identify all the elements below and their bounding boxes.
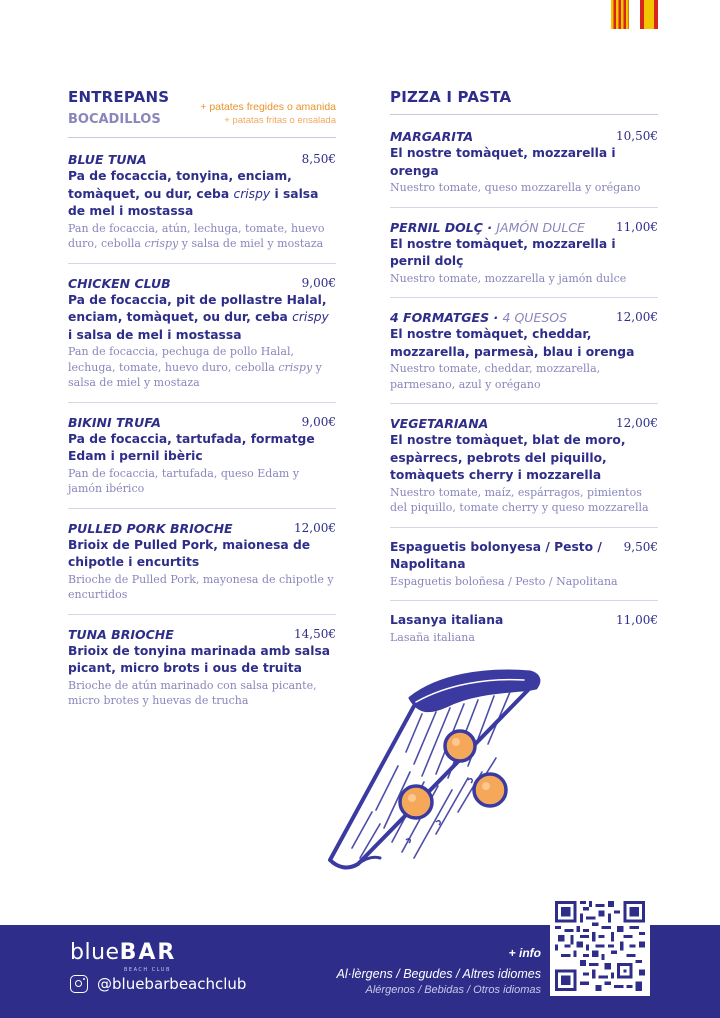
item-description-es: Pan de focaccia, tartufada, queso Edam y jamón ibérico bbox=[68, 466, 300, 495]
spanish-flag-icon bbox=[640, 0, 658, 29]
item-name: Lasanya italiana bbox=[390, 613, 504, 627]
item-name: VEGETARIANA bbox=[390, 416, 489, 431]
logo-subtitle: BEACH CLUB bbox=[124, 967, 171, 973]
item-name: MARGARITA bbox=[390, 129, 474, 144]
catalan-flag-icon bbox=[611, 0, 629, 29]
info-cat: Al·lèrgens / Begudes / Altres idiomes bbox=[336, 967, 541, 981]
instagram-link[interactable] bbox=[70, 975, 246, 993]
item-description: Brioix de Pulled Pork, maionesa de chipotle i encurtits bbox=[68, 537, 311, 569]
menu-item-margarita bbox=[390, 128, 658, 196]
pizza-header bbox=[390, 88, 658, 115]
item-description-es: Brioche de atún marinado con salsa picante, micro brotes y huevas de trucha bbox=[68, 678, 317, 707]
instagram-icon bbox=[70, 975, 88, 993]
item-name: 4 FORMATGES · 4 QUESOS bbox=[390, 310, 568, 325]
more-info bbox=[337, 945, 542, 997]
menu-item-pulled-pork-brioche bbox=[68, 508, 336, 603]
item-description-es: Pan de focaccia, pechuga de pollo Halal, lechuga, tomate, huevo duro, cebolla crispy y salsa de miel y mostaza bbox=[68, 345, 322, 389]
menu-item-chicken-club bbox=[68, 263, 336, 391]
qr-code[interactable] bbox=[550, 896, 650, 996]
menu-item-espaguetis bbox=[390, 527, 658, 590]
item-price: 9,50€ bbox=[623, 539, 658, 554]
item-description: El nostre tomàquet, mozzarella i orenga bbox=[390, 146, 616, 178]
menu-item-tuna-brioche bbox=[68, 614, 336, 709]
item-description: El nostre tomàquet, mozzarella i pernil dolç bbox=[390, 236, 616, 268]
item-name: CHICKEN CLUB bbox=[68, 275, 171, 291]
section-subtitle: BOCADILLOS bbox=[68, 112, 161, 127]
item-description-es: Brioche de Pulled Pork, mayonesa de chipotle y encurtidos bbox=[68, 572, 334, 601]
item-price: 12,00€ bbox=[616, 310, 658, 324]
item-price: 9,00€ bbox=[301, 275, 336, 290]
sides-note bbox=[200, 100, 336, 128]
section-title: ENTREPANS bbox=[68, 88, 170, 106]
item-description-es: Pan de focaccia, atún, lechuga, tomate, huevo duro, cebolla crispy y salsa de miel y mostaza bbox=[68, 221, 325, 250]
item-name: BLUE TUNA bbox=[68, 152, 147, 167]
menu-item-blue-tuna bbox=[68, 151, 336, 252]
item-description-es: Nuestro tomate, cheddar, mozzarella, parmesano, azul y orégano bbox=[390, 362, 601, 391]
info-title: + info bbox=[508, 946, 541, 960]
entrepans-header bbox=[68, 88, 336, 138]
item-name: PULLED PORK BRIOCHE bbox=[68, 520, 233, 536]
section-title: PIZZA I PASTA bbox=[390, 88, 512, 106]
entrepans-section bbox=[68, 88, 336, 709]
item-description-es: Nuestro tomate, mozzarella y jamón dulce bbox=[390, 271, 627, 285]
item-price: 11,00€ bbox=[616, 613, 658, 627]
sides-note-es: + patatas fritas o ensalada bbox=[224, 115, 336, 126]
item-description: Pa de focaccia, tonyina, enciam, tomàquet, ou dur, ceba crispy i salsa de mel i mostassa bbox=[68, 169, 319, 218]
item-description: Brioix de tonyina marinada amb salsa picant, micro brots i ous de truita bbox=[68, 643, 331, 675]
item-description: Pa de focaccia, tartufada, formatge Edam i pernil ibèric bbox=[68, 431, 315, 463]
item-description: El nostre tomàquet, cheddar, mozzarella, parmesà, blau i orenga bbox=[390, 327, 635, 359]
item-description-es: Nuestro tomate, maíz, espárragos, pimientos del piquillo, tomate cherry y queso mozzarella bbox=[390, 485, 649, 514]
item-description-es: Lasaña italiana bbox=[390, 630, 475, 644]
item-price: 14,50€ bbox=[294, 626, 336, 641]
item-description: Pa de focaccia, pit de pollastre Halal, enciam, tomàquet, ou dur, ceba crispy i salsa de mel i mostassa bbox=[68, 292, 329, 342]
menu-item-pernil-dolc bbox=[390, 207, 658, 287]
item-price: 12,00€ bbox=[616, 416, 658, 430]
menu-item-lasanya bbox=[390, 600, 658, 645]
item-price: 9,00€ bbox=[301, 414, 336, 429]
instagram-handle: @bluebarbeachclub bbox=[97, 975, 247, 993]
item-price: 10,50€ bbox=[616, 129, 658, 143]
item-name: TUNA BRIOCHE bbox=[68, 626, 174, 642]
item-description-es: Nuestro tomate, queso mozzarella y orégano bbox=[390, 181, 641, 194]
menu-item-vegetariana bbox=[390, 403, 658, 516]
item-name: PERNIL DOLÇ · JAMÓN DULCE bbox=[390, 219, 585, 235]
pizza-pasta-section bbox=[390, 88, 658, 645]
bluebar-logo: blueBAR bbox=[70, 940, 177, 965]
item-name: Espaguetis bolonyesa / Pesto / Napolitana bbox=[390, 539, 602, 571]
item-name: BIKINI TRUFA bbox=[68, 414, 161, 430]
item-description-es: Espaguetis boloñesa / Pesto / Napolitana bbox=[390, 574, 618, 588]
menu-item-bikini-trufa bbox=[68, 402, 336, 497]
item-description: El nostre tomàquet, blat de moro, espàrrecs, pebrots del piquillo, tomàquets cherry i mozzarella bbox=[390, 433, 626, 482]
pizza-slice-illustration bbox=[318, 662, 550, 878]
footer bbox=[0, 925, 720, 1018]
item-price: 11,00€ bbox=[616, 219, 658, 234]
menu-item-4-formatges bbox=[390, 297, 658, 392]
item-price: 12,00€ bbox=[294, 520, 336, 535]
sides-note-cat: + patates fregides o amanida bbox=[200, 101, 336, 113]
qr-code-image bbox=[555, 901, 645, 991]
info-es: Alérgenos / Bebidas / Otros idiomas bbox=[365, 984, 541, 996]
item-price: 8,50€ bbox=[301, 152, 336, 166]
